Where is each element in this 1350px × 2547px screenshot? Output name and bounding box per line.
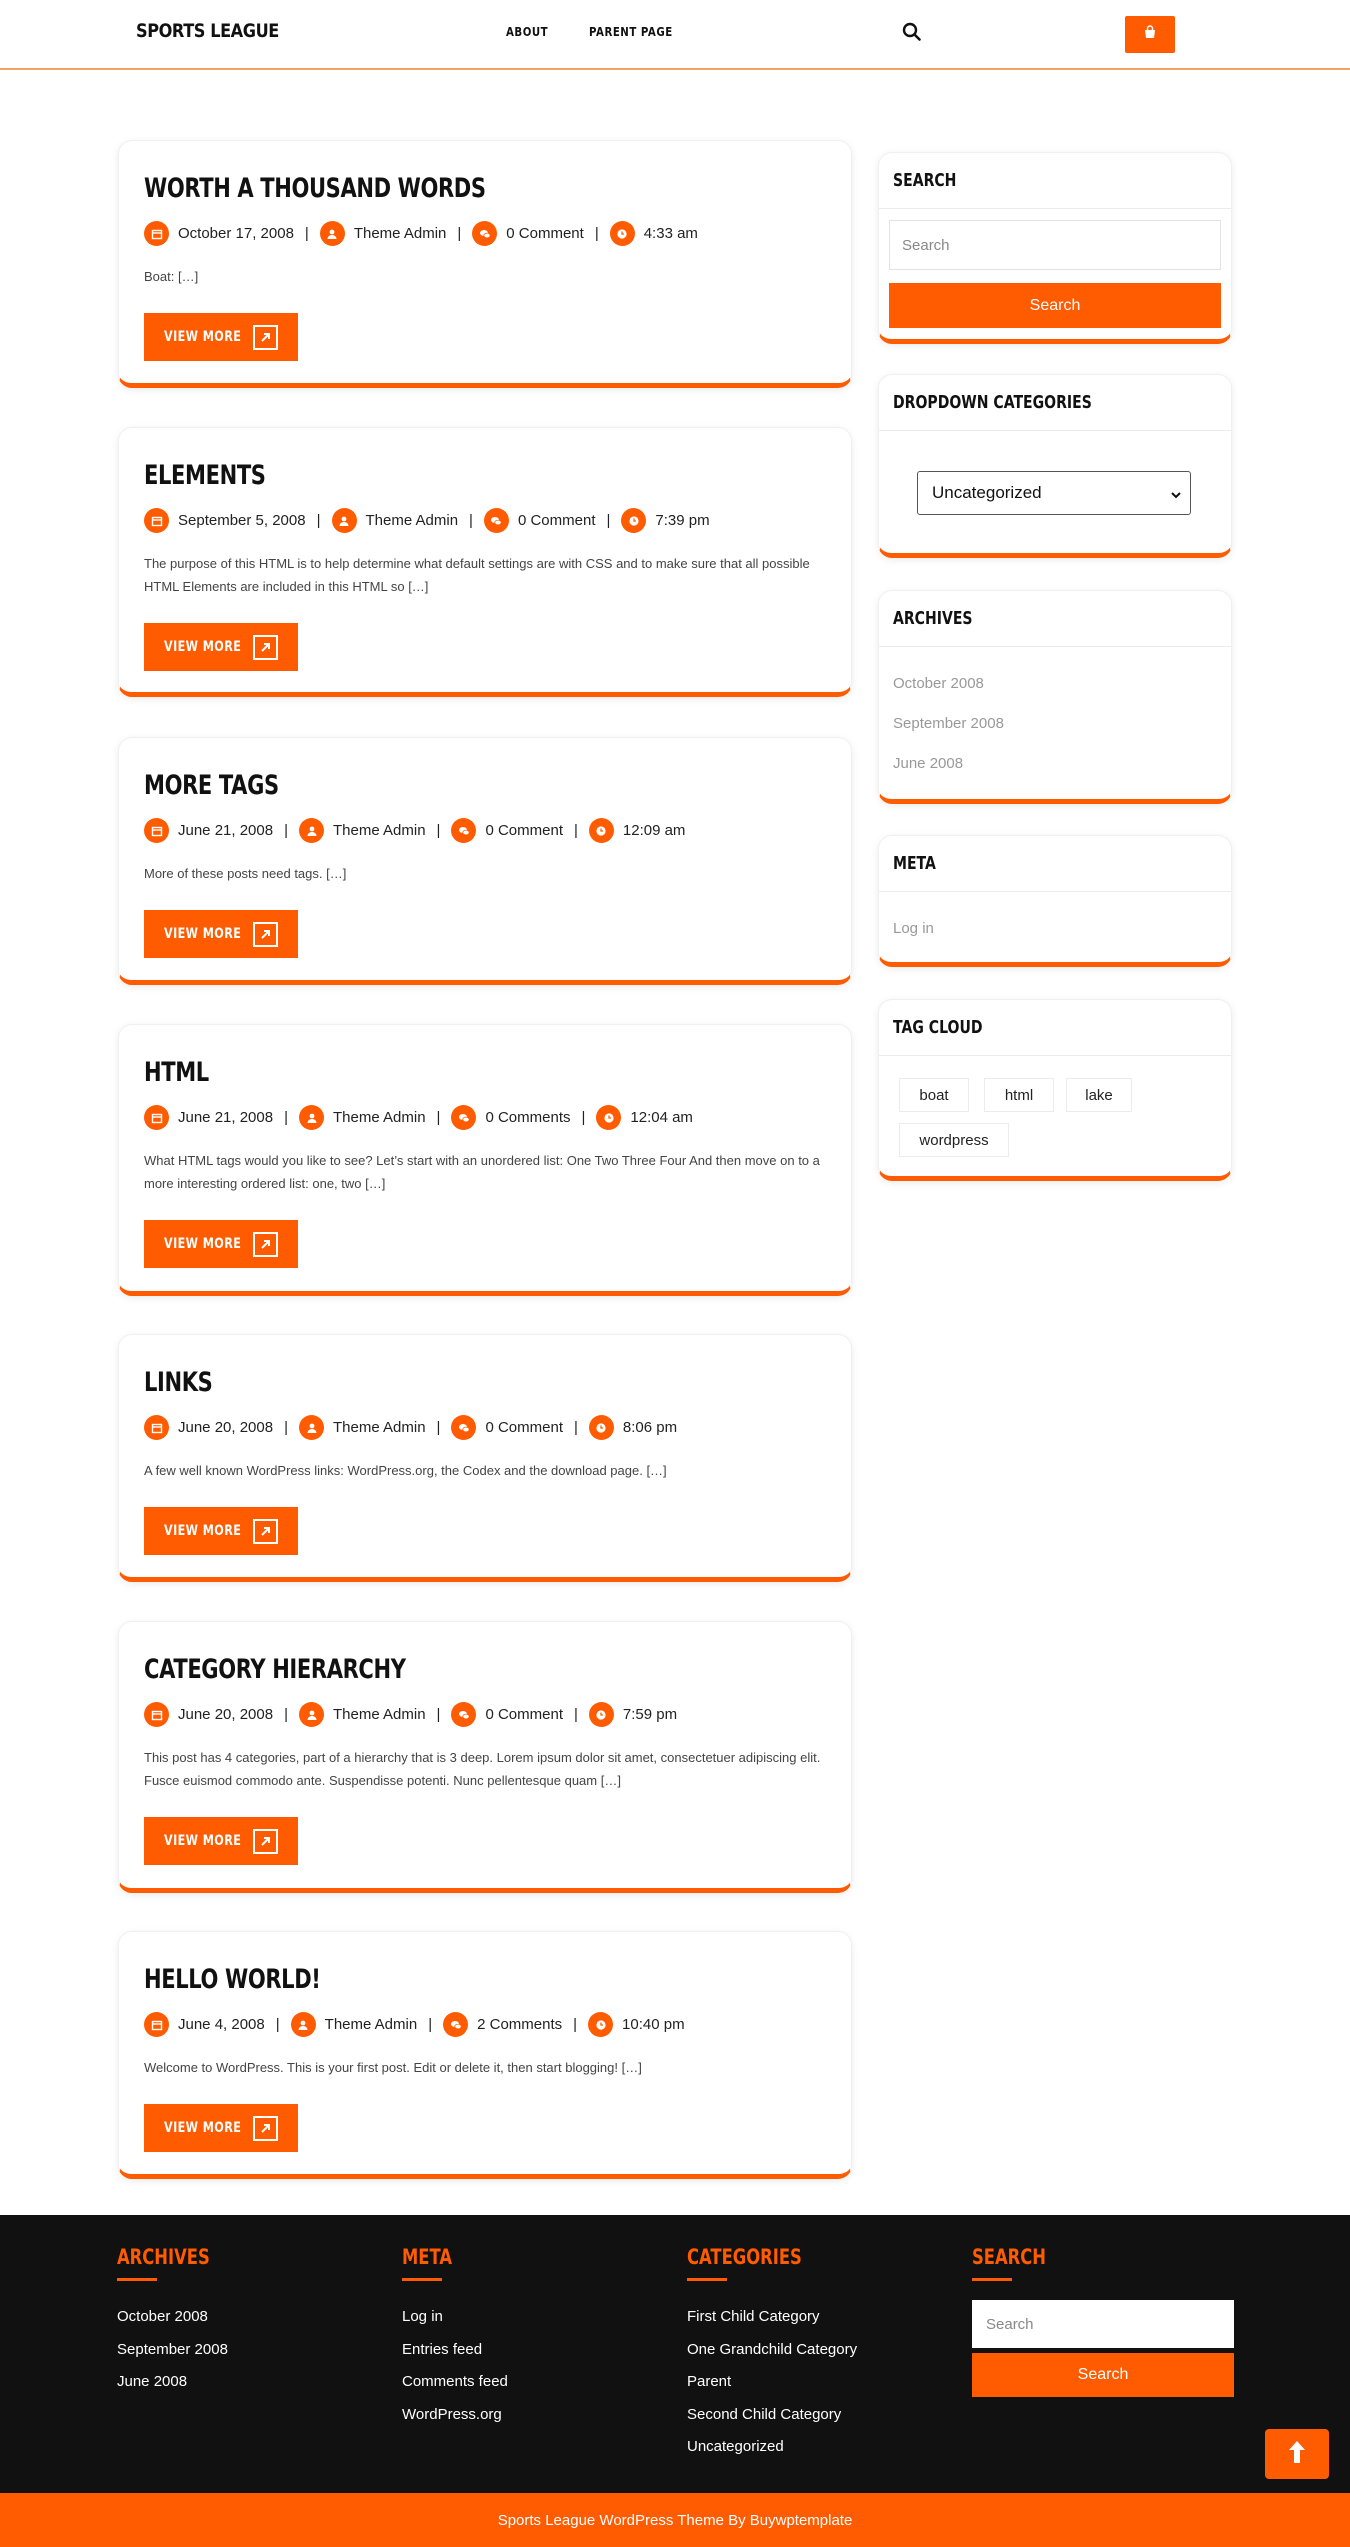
view-more-label: VIEW MORE (164, 1523, 242, 1539)
user-icon (299, 1702, 324, 1727)
comments-icon (472, 221, 497, 246)
meta-separator: | (284, 1419, 288, 1436)
post-title[interactable]: ELEMENTS (144, 460, 266, 491)
chevron-down-icon (1170, 486, 1182, 506)
arrow-up-right-icon (253, 1519, 278, 1544)
post-meta (144, 1702, 677, 1727)
arrow-up-icon (1287, 2439, 1307, 2470)
archive-link[interactable]: October 2008 (893, 675, 984, 692)
footer-search-title: SEARCH (972, 2245, 1047, 2269)
post-title[interactable]: CATEGORY HIERARCHY (144, 1654, 406, 1685)
post-comments[interactable]: 0 Comments (485, 1109, 571, 1126)
widget-title: META (893, 853, 936, 874)
clock-icon (589, 818, 614, 843)
footer-meta-link[interactable]: Log in (402, 2308, 443, 2325)
post-card (118, 1334, 852, 1582)
meta-separator: | (436, 1109, 441, 1126)
meta-link-log-in[interactable]: Log in (893, 920, 934, 937)
clock-icon (589, 1702, 614, 1727)
footer-underline (972, 2278, 1012, 2281)
meta-separator: | (316, 512, 321, 529)
post-card (118, 140, 852, 388)
post-time: 12:04 am (630, 1109, 693, 1126)
meta-separator: | (573, 1419, 578, 1436)
scroll-to-top-button[interactable] (1265, 2429, 1329, 2479)
user-icon (320, 221, 345, 246)
post-date[interactable]: June 4, 2008 (178, 2016, 265, 2033)
archive-link[interactable]: June 2008 (893, 755, 964, 772)
post-time: 10:40 pm (622, 2016, 685, 2033)
footer-underline (117, 2278, 157, 2281)
view-more-button[interactable] (144, 910, 298, 958)
footer-search-button[interactable]: Search (972, 2353, 1234, 2397)
post-title[interactable]: HELLO WORLD! (144, 1964, 321, 1995)
footer-archives-title: ARCHIVES (117, 2245, 210, 2269)
calendar-icon (144, 508, 169, 533)
post-excerpt: Boat: […] (144, 269, 199, 284)
post-date[interactable]: September 5, 2008 (178, 512, 306, 529)
calendar-icon (144, 1415, 169, 1440)
calendar-icon (144, 818, 169, 843)
post-meta (144, 508, 710, 533)
category-select-value: Uncategorized (932, 483, 1042, 502)
view-more-button[interactable] (144, 313, 298, 361)
view-more-label: VIEW MORE (164, 926, 242, 942)
sidebar-dropdown-categories-widget (878, 374, 1232, 558)
view-more-label: VIEW MORE (164, 1236, 242, 1252)
post-meta (144, 2012, 685, 2037)
user-icon (291, 2012, 316, 2037)
post-excerpt: Welcome to WordPress. This is your first post. Edit or delete it, then start blogging! […] (144, 2060, 642, 2075)
arrow-up-right-icon (253, 922, 278, 947)
meta-separator: | (457, 225, 462, 242)
view-more-label: VIEW MORE (164, 2120, 242, 2136)
footer-meta-title: META (402, 2245, 453, 2269)
view-more-button[interactable] (144, 1817, 298, 1865)
clock-icon (621, 508, 646, 533)
arrow-up-right-icon (253, 1829, 278, 1854)
post-card (118, 1931, 852, 2179)
post-date[interactable]: June 20, 2008 (178, 1419, 274, 1436)
post-date[interactable]: June 20, 2008 (178, 1706, 274, 1723)
post-time: 8:06 pm (622, 1419, 678, 1436)
calendar-icon (144, 221, 169, 246)
footer-meta-link[interactable]: Entries feed (402, 2341, 483, 2358)
post-time: 4:33 am (643, 225, 698, 242)
post-excerpt: More of these posts need tags. […] (144, 866, 347, 881)
search-icon[interactable] (902, 22, 924, 44)
site-logo[interactable]: SPORTS LEAGUE (136, 20, 279, 42)
user-icon (299, 1105, 324, 1130)
clock-icon (588, 2012, 613, 2037)
tag-boat[interactable]: boat (899, 1078, 969, 1112)
view-more-label: VIEW MORE (164, 329, 242, 345)
post-title[interactable]: HTML (144, 1057, 209, 1088)
meta-separator: | (284, 822, 288, 839)
footer-underline (402, 2278, 442, 2281)
post-date[interactable]: June 21, 2008 (178, 1109, 274, 1126)
comments-icon (451, 1415, 476, 1440)
post-title[interactable]: MORE TAGS (144, 770, 279, 801)
meta-separator: | (284, 1706, 288, 1723)
meta-separator: | (469, 512, 473, 529)
post-meta (144, 1415, 677, 1440)
footer-category-link[interactable]: Uncategorized (687, 2438, 784, 2455)
post-excerpt: A few well known WordPress links: WordPress.org, the Codex and the download page. […] (144, 1463, 667, 1478)
post-card (118, 1024, 852, 1296)
post-time: 7:59 pm (622, 1706, 678, 1723)
user-icon (332, 508, 357, 533)
comments-icon (451, 818, 476, 843)
footer-category-link[interactable]: One Grandchild Category (687, 2341, 858, 2358)
arrow-up-right-icon (253, 325, 278, 350)
post-card (118, 737, 852, 985)
view-more-label: VIEW MORE (164, 639, 242, 655)
sidebar-tag-cloud-widget (878, 999, 1232, 1181)
category-select[interactable] (917, 471, 1191, 515)
post-card (118, 427, 852, 697)
footer-search-input[interactable] (972, 2300, 1234, 2348)
meta-separator: | (275, 2016, 280, 2033)
user-icon (299, 818, 324, 843)
post-comments[interactable]: 0 Comment (485, 1419, 563, 1436)
tag-lake[interactable]: lake (1066, 1078, 1132, 1112)
post-title[interactable]: LINKS (144, 1367, 213, 1398)
post-author[interactable]: Theme Admin (333, 822, 426, 839)
shopping-bag-icon (1143, 25, 1157, 44)
post-date[interactable]: October 17, 2008 (178, 225, 294, 242)
post-time: 12:09 am (622, 822, 686, 839)
post-comments[interactable]: 0 Comment (517, 512, 596, 529)
clock-icon (589, 1415, 614, 1440)
widget-title: DROPDOWN CATEGORIES (893, 392, 1092, 413)
sidebar-search-input[interactable] (889, 220, 1221, 270)
sidebar-search-widget (878, 152, 1232, 344)
post-author[interactable]: Theme Admin (333, 1419, 426, 1436)
comments-icon (443, 2012, 468, 2037)
sidebar-meta-widget (878, 835, 1232, 967)
copyright-bar (0, 2493, 1350, 2547)
widget-title: SEARCH (893, 170, 957, 191)
meta-separator: | (436, 822, 441, 839)
post-meta (144, 818, 685, 843)
user-icon (299, 1415, 324, 1440)
post-time: 7:39 pm (655, 512, 710, 529)
post-comments[interactable]: 0 Comment (485, 822, 563, 839)
view-more-button[interactable] (144, 1507, 298, 1555)
widget-title: ARCHIVES (893, 608, 973, 629)
footer-archive-link[interactable]: September 2008 (117, 2341, 228, 2358)
footer-categories-title: CATEGORIES (687, 2245, 802, 2269)
post-meta (144, 1105, 693, 1130)
copyright-text: Sports League WordPress Theme By Buywptemplate (497, 2511, 853, 2529)
post-meta (144, 221, 698, 246)
calendar-icon (144, 1105, 169, 1130)
post-title[interactable]: WORTH A THOUSAND WORDS (144, 173, 486, 204)
meta-separator: | (304, 225, 309, 242)
meta-separator: | (436, 1419, 441, 1436)
footer-meta-link[interactable]: Comments feed (402, 2373, 508, 2390)
view-more-button[interactable] (144, 1220, 298, 1268)
view-more-button[interactable] (144, 2104, 298, 2152)
post-comments[interactable]: 0 Comment (485, 1706, 563, 1723)
meta-separator: | (573, 2016, 578, 2033)
meta-separator: | (284, 1109, 288, 1126)
post-excerpt: What HTML tags would you like to see? Let’s start with an unordered list: One Two Three Four And then move on to a more interesting ordered list: one, two […] (144, 1153, 820, 1191)
meta-separator: | (606, 512, 611, 529)
calendar-icon (144, 2012, 169, 2037)
footer-archive-link[interactable]: October 2008 (117, 2308, 208, 2325)
tag-wordpress[interactable]: wordpress (899, 1123, 1009, 1157)
footer-archive-link[interactable]: June 2008 (117, 2373, 188, 2390)
comments-icon (451, 1105, 476, 1130)
post-author[interactable]: Theme Admin (353, 225, 447, 242)
calendar-icon (144, 1702, 169, 1727)
view-more-button[interactable] (144, 623, 298, 671)
footer-category-link[interactable]: Parent (687, 2373, 732, 2390)
archive-link[interactable]: September 2008 (893, 715, 1004, 732)
post-author[interactable]: Theme Admin (324, 2016, 418, 2033)
meta-separator: | (594, 225, 599, 242)
meta-separator: | (428, 2016, 433, 2033)
nav-item-parent-page[interactable]: PARENT PAGE (589, 25, 673, 39)
post-excerpt: The purpose of this HTML is to help determine what default settings are with CSS and to make sure that all possible HTML Elements are included in this HTML so […] (144, 556, 810, 594)
post-comments[interactable]: 2 Comments (477, 2016, 563, 2033)
footer-category-link[interactable]: First Child Category (687, 2308, 820, 2325)
post-excerpt: This post has 4 categories, part of a hierarchy that is 3 deep. Lorem ipsum dolor sit amet, consectetuer adipiscing elit. Fusce euismod commodo ante. Suspendisse potenti. Nunc pellentesque quam […] (144, 1750, 821, 1788)
clock-icon (596, 1105, 621, 1130)
tag-html[interactable]: html (984, 1078, 1054, 1112)
footer-underline (687, 2278, 727, 2281)
meta-separator: | (581, 1109, 586, 1126)
post-comments[interactable]: 0 Comment (506, 225, 584, 242)
sidebar-search-button[interactable]: Search (889, 283, 1221, 328)
widget-title: TAG CLOUD (893, 1017, 983, 1038)
footer-meta-link[interactable]: WordPress.org (402, 2406, 502, 2423)
footer-category-link[interactable]: Second Child Category (687, 2406, 842, 2423)
nav-item-about[interactable]: ABOUT (506, 25, 549, 39)
post-card (118, 1621, 852, 1893)
clock-icon (610, 221, 635, 246)
post-author[interactable]: Theme Admin (365, 512, 459, 529)
meta-separator: | (436, 1706, 441, 1723)
comments-icon (484, 508, 509, 533)
view-more-label: VIEW MORE (164, 1833, 242, 1849)
sidebar-archives-widget (878, 590, 1232, 804)
post-author[interactable]: Theme Admin (333, 1706, 426, 1723)
cart-button[interactable] (1125, 16, 1175, 53)
post-author[interactable]: Theme Admin (333, 1109, 426, 1126)
meta-separator: | (573, 1706, 578, 1723)
site-header (0, 0, 1350, 70)
arrow-up-right-icon (253, 1232, 278, 1257)
comments-icon (451, 1702, 476, 1727)
meta-separator: | (573, 822, 578, 839)
post-date[interactable]: June 21, 2008 (178, 822, 274, 839)
arrow-up-right-icon (253, 635, 278, 660)
arrow-up-right-icon (253, 2116, 278, 2141)
